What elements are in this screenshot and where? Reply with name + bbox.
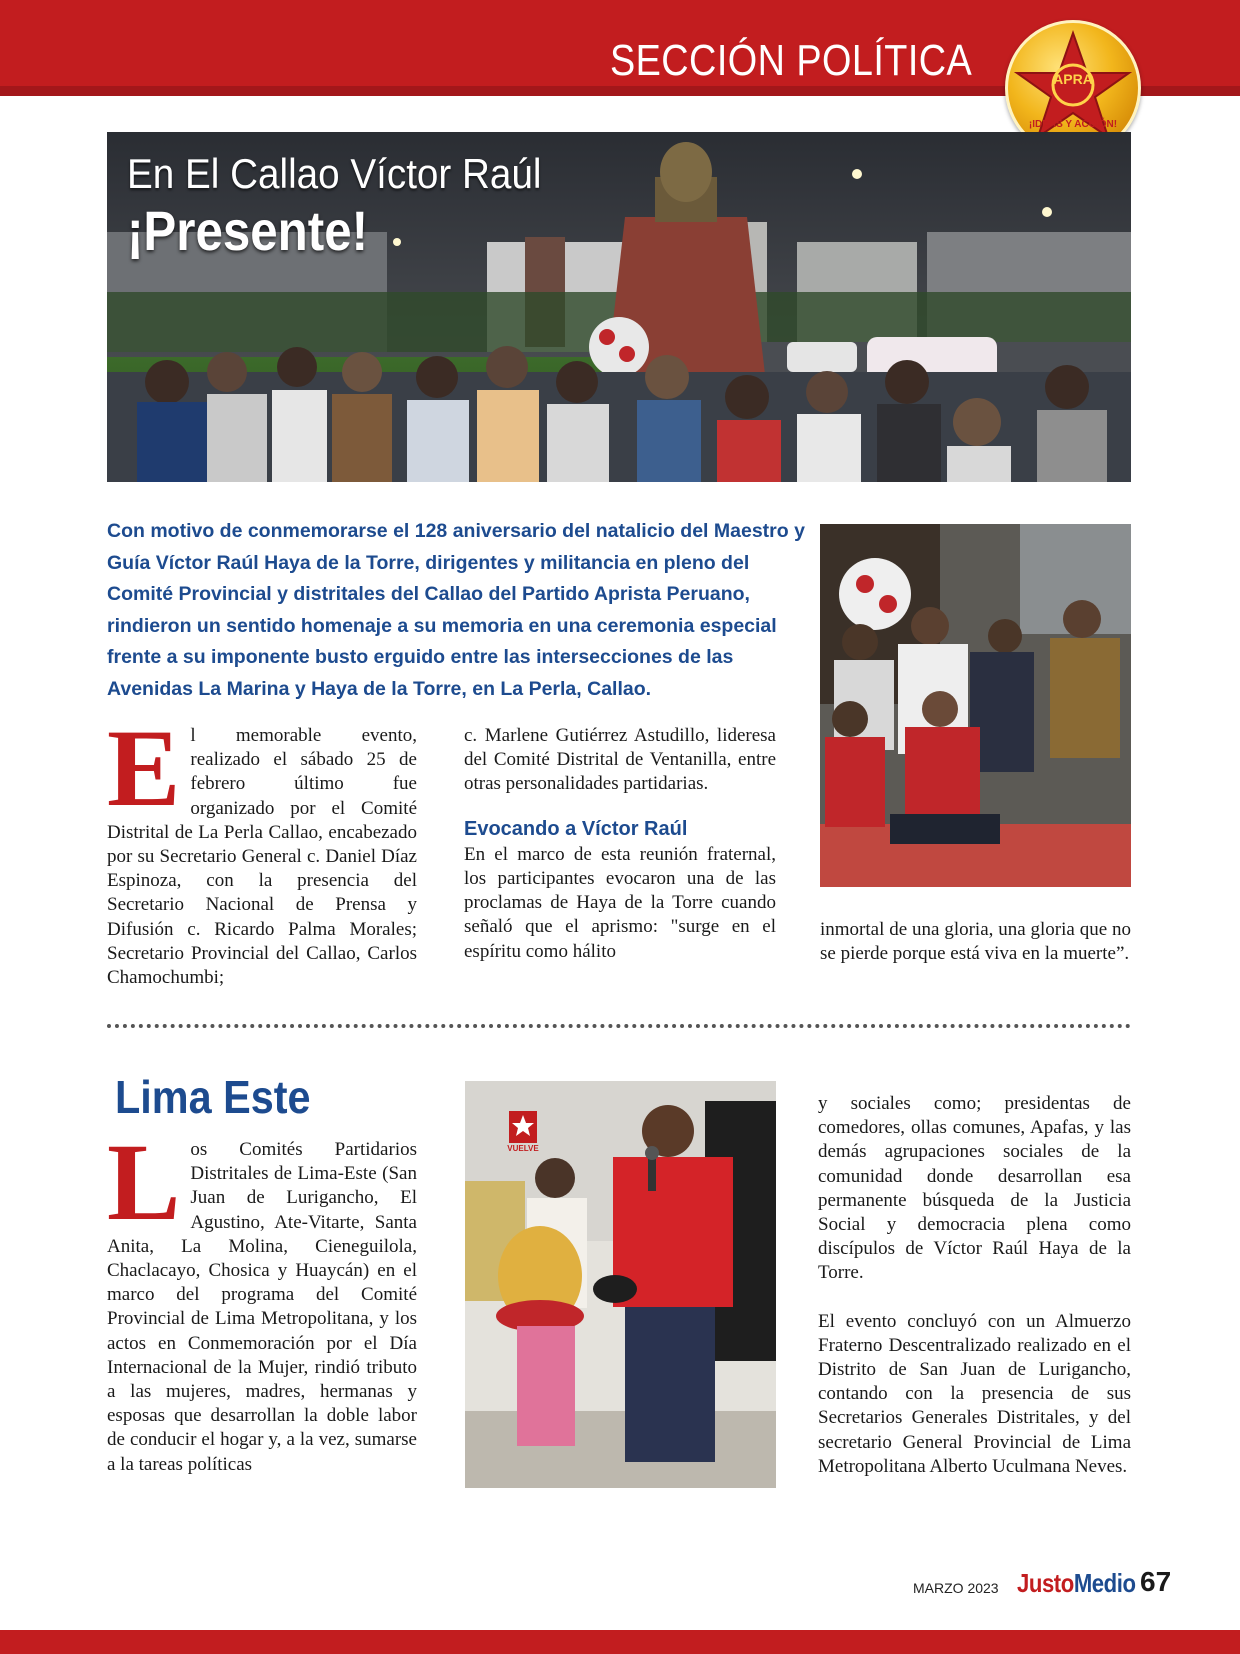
subheading-evocando: Evocando a Víctor Raúl [464,817,688,840]
page-number: 67 [1140,1566,1172,1597]
article2-column3 [818,1092,1131,1479]
article1-column3 [820,918,1131,966]
article2-column3-text-a: y sociales como; presidentas de comedores, ollas comunes, Apafas, y las demás agrupaciones sociales de la comunidad donde desarrollan esa permanente búsqueda de la Justicia Social y democracia plena como discípulos de Víctor Raúl Haya de la Torre. [818,1093,1131,1284]
dotted-divider [107,1024,1131,1028]
headline-line2: ¡Presente! [127,199,369,262]
section-title: SECCIÓN POLÍTICA [609,36,972,85]
dropcap-l: L [107,1121,181,1243]
article1-column2-text-b: En el marco de esta reunión fraternal, los participantes evocaron una de las proclamas de Haya de la Torre cuando señaló que el aprismo: "surge en el espíritu como hálito [464,843,776,962]
article2-column3-text-b: El evento concluyó con un Almuerzo Fraterno Descentralizado realizado en el Distrito de San Juan de Lurigancho, contando con la presencia de sus Secretarios Generales Distritales, y del secretario General Provincial de Lima Metropolitana Alberto Uculmana Neves. [818,1310,1131,1477]
lead-paragraph: Con motivo de conmemorarse el 128 aniversario del natalicio del Maestro y Guía Víctor Raúl Haya de la Torre, dirigentes y militancia en pleno del Comité Provincial y distritales del Callao del Partido Aprista Peruano, rindieron un sentido homenaje a su memoria en una ceremonia especial frente a su imponente busto erguido entre las intersecciones de las Avenidas La Marina y Haya de la Torre, en La Perla, Callao. [107,520,805,700]
group-photo-illustration [820,524,1131,887]
hero-photo-ceremony [107,132,1131,482]
footer-band [0,1630,1240,1654]
photo-lima-este-event [465,1081,776,1488]
article1-column2-text: c. Marlene Gutiérrez Astudillo, lideresa del Comité Distrital de Ventanilla, entre otras personalidades partidarias. [464,725,776,795]
article2-column1-text: os Comités Partidarios Distritales de Lima-Este (San Juan de Lurigancho, El Agustino, Ate-Vitarte, Santa Anita, La Molina, Cieneguilola, Chaclacayo, Chosica y Huaycán) en el marco del programa del Comité Provincial de Lima Metropolitana, y los actos en Conmemoración por el Día Internacional de la Mujer, rindió tributo a las mujeres, madres, hermanas y esposas que desarrollan la doble labor de conducir el hogar y, a la vez, sumarse a la tareas políticas [107,1139,417,1475]
apra-logo-text: APRA [1053,71,1093,87]
dropcap-e: E [107,707,181,829]
lima-este-title: Lima Este [115,1071,311,1123]
brand-logo [1017,1568,1136,1599]
brand-logo-medio: Medio [1073,1568,1136,1598]
article1-column1 [107,707,417,990]
article2-column1 [107,1121,417,1477]
article1-column1-text: l memorable evento, realizado el sábado 25 de febrero último fue organizado por el Comité Distrital de La Perla Callao, encabezado por su Secretario General c. Daniel Díaz Espinoza, con la presencia del Secretario Nacional de Prensa y Difusión c. Ricardo Palma Morales; Secretario Provincial del Callao, Carlos Chamochumbi; [107,725,417,989]
footer-month: MARZO 2023 [913,1580,999,1596]
apra-motto: ¡IDEAS Y ACCIÓN! [1028,119,1118,130]
paragraph-gap [818,1286,1131,1310]
brand-logo-justo: Justo [1017,1568,1074,1598]
article1-column2 [464,724,776,964]
vuelve-sign: VUELVE [507,1144,539,1153]
article1-column3-text: inmortal de una gloria, una gloria que no se pierde porque está viva en la muerte”. [820,919,1131,965]
photo-group-leaders [820,524,1131,887]
event-photo-illustration [465,1081,776,1488]
headline-line1: En El Callao Víctor Raúl [127,150,542,197]
